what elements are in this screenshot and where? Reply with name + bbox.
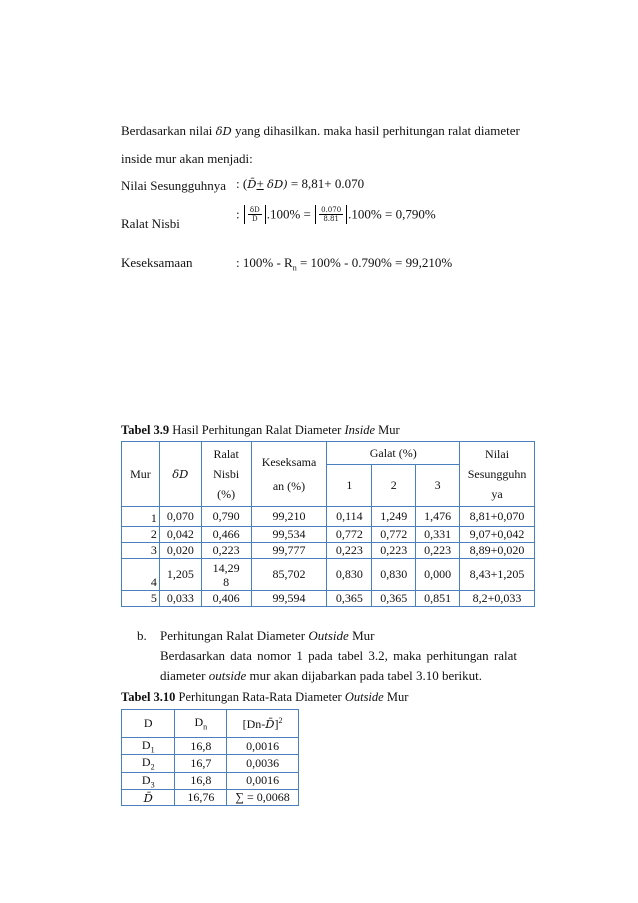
ralat-formula — [236, 205, 436, 224]
header-dn-letter: D — [194, 715, 204, 730]
header-keseksamaan — [251, 442, 327, 507]
cell-galat-3: 0,851 — [416, 591, 460, 607]
sq-open: [Dn- — [242, 716, 266, 731]
cell-nilai: 9,07+0,042 — [460, 527, 535, 543]
cell-galat-3: 0,331 — [416, 527, 460, 543]
header-mur: Mur — [122, 442, 160, 507]
cell-sq: 0,0016 — [227, 772, 299, 789]
cell-galat-2: 0,223 — [372, 543, 416, 559]
intro-line-2: inside mur akan menjadi: — [121, 151, 253, 166]
cell-delta-d: 0,033 — [159, 591, 201, 607]
header-galat-3: 3 — [416, 465, 460, 507]
cell-dn-mean: 16,76 — [175, 790, 227, 806]
ralat-mid-text: .100% = — [266, 206, 311, 222]
cell-mur: 4 — [122, 559, 160, 591]
cell-ralat: 0,406 — [201, 591, 251, 607]
cell-galat-2: 0,830 — [372, 559, 416, 591]
intro-line-1 — [121, 123, 520, 139]
nilai-formula — [236, 176, 364, 192]
cell-d — [122, 755, 175, 772]
ralat-colon: : — [236, 206, 240, 222]
caption-text-end: Mur — [375, 423, 400, 437]
table-3-9 — [121, 441, 535, 607]
cell-galat-1: 0,830 — [327, 559, 372, 591]
nilai-label: Nilai Sesungguhnya — [121, 178, 227, 193]
cell-galat-1: 0,772 — [327, 527, 372, 543]
cell-delta-d: 1,205 — [159, 559, 201, 591]
keseksamaan-label: Keseksamaan — [121, 255, 193, 270]
header-ralat-line2: Nisbi — [213, 467, 240, 481]
caption-number: Tabel 3.10 — [121, 690, 176, 704]
cell-mur: 3 — [122, 543, 160, 559]
fraction-denominator: D̄ — [251, 215, 258, 223]
p2-text: diameter — [160, 668, 209, 683]
cell-galat-2: 0,365 — [372, 591, 416, 607]
cell-galat-2: 0,772 — [372, 527, 416, 543]
plus-minus-sign: + — [256, 176, 264, 191]
cell-ralat: 0,466 — [201, 527, 251, 543]
section-b-marker: b. — [137, 628, 147, 643]
cell-ralat-line1: 14,29 — [212, 560, 240, 575]
header-ralat-nisbi — [201, 442, 251, 507]
table-row — [122, 738, 299, 755]
header-d: D — [122, 710, 175, 738]
header-ralat-line1: Ralat — [213, 447, 239, 461]
subscript-n: n — [292, 263, 297, 273]
caption-number: Tabel 3.9 — [121, 423, 170, 437]
header-nilai-sesungguhnya — [460, 442, 535, 507]
header-squared-deviation — [227, 710, 299, 738]
section-b-paragraph-line-1: Berdasarkan data nomor 1 pada tabel 3.2, maka perhitungan ralat — [160, 648, 517, 663]
header-nilai-line1: Nilai — [485, 447, 510, 461]
sq-sup: 2 — [278, 715, 283, 725]
cell-delta-d: 0,020 — [159, 543, 201, 559]
nilai-value: = 8,81+ 0.070 — [290, 176, 365, 191]
d-bar-symbol: D̄ — [247, 177, 257, 191]
caption-italic: Outside — [344, 690, 384, 704]
section-b-title-text: Perhitungan Ralat Diameter — [160, 628, 309, 643]
table-3-9-caption — [121, 423, 400, 438]
cell-sq: 0,0036 — [227, 755, 299, 772]
header-galat: Galat (%) — [327, 442, 460, 465]
header-kesek-line1: Keseksama — [261, 455, 317, 469]
header-ralat-line3: (%) — [217, 487, 236, 501]
fraction-denominator: 8.81 — [323, 215, 339, 223]
caption-text-end: Mur — [383, 690, 409, 704]
cell-d-sub: 3 — [150, 780, 155, 790]
fraction-numerator: δD — [249, 206, 260, 214]
section-b-title-end: Mur — [348, 628, 375, 643]
nilai-colon: : ( — [236, 176, 248, 191]
table-row-total — [122, 790, 299, 806]
cell-ralat-line2: 8 — [223, 574, 230, 589]
cell-dn: 16,8 — [175, 738, 227, 755]
cell-d — [122, 772, 175, 789]
header-dn-sub: n — [203, 722, 208, 732]
table-row — [122, 543, 535, 559]
cell-galat-2: 1,249 — [372, 507, 416, 527]
cell-ralat — [201, 559, 251, 591]
cell-galat-3: 0,223 — [416, 543, 460, 559]
cell-d-sub: 1 — [150, 745, 155, 755]
table-3-10 — [121, 709, 299, 806]
table-row — [122, 559, 535, 591]
cell-mur: 1 — [122, 507, 160, 527]
section-b-title — [160, 628, 374, 644]
fraction-numerator: 0.070 — [321, 206, 342, 214]
cell-d-bar: D̄ — [122, 790, 175, 806]
intro-text-a: Berdasarkan nilai — [121, 123, 213, 138]
cell-keseksamaan: 99,210 — [251, 507, 327, 527]
cell-delta-d: 0,042 — [159, 527, 201, 543]
table-row — [122, 527, 535, 543]
header-delta-d: δD — [159, 442, 201, 507]
header-dn — [175, 710, 227, 738]
keseksamaan-formula — [236, 255, 452, 273]
keseksamaan-text: : 100% - R — [236, 255, 293, 270]
caption-text: Hasil Perhitungan Ralat Diameter — [169, 423, 345, 437]
caption-italic: Inside — [344, 423, 376, 437]
cell-keseksamaan: 85,702 — [251, 559, 327, 591]
table-row — [122, 507, 535, 527]
cell-ralat: 0,790 — [201, 507, 251, 527]
section-b-title-italic: Outside — [308, 628, 349, 643]
cell-dn: 16,8 — [175, 772, 227, 789]
cell-keseksamaan: 99,534 — [251, 527, 327, 543]
cell-galat-1: 0,223 — [327, 543, 372, 559]
cell-nilai: 8,43+1,205 — [460, 559, 535, 591]
cell-keseksamaan: 99,594 — [251, 591, 327, 607]
table-row — [122, 591, 535, 607]
d-bar-symbol: D̄ — [265, 716, 275, 731]
cell-mur: 2 — [122, 527, 160, 543]
cell-nilai: 8,89+0,020 — [460, 543, 535, 559]
delta-d-symbol: δD) — [267, 177, 288, 191]
ralat-label: Ralat Nisbi — [121, 216, 180, 231]
ralat-value: .100% = 0,790% — [348, 206, 436, 222]
cell-mur: 5 — [122, 591, 160, 607]
table-row — [122, 772, 299, 789]
header-galat-2: 2 — [372, 465, 416, 507]
cell-d — [122, 738, 175, 755]
cell-d-letter: D — [141, 755, 151, 770]
delta-d-symbol: δD — [215, 124, 232, 138]
caption-text: Perhitungan Rata-Rata Diameter — [175, 690, 345, 704]
cell-nilai: 8,81+0,070 — [460, 507, 535, 527]
cell-nilai: 8,2+0,033 — [460, 591, 535, 607]
sq-close: ] — [274, 716, 279, 731]
cell-ralat: 0,223 — [201, 543, 251, 559]
cell-sum: ∑ = 0,0068 — [227, 790, 299, 806]
intro-text-b: yang dihasilkan. maka hasil perhitungan ralat diameter — [234, 123, 520, 138]
cell-keseksamaan: 99,777 — [251, 543, 327, 559]
keseksamaan-value: = 100% - 0.790% = 99,210% — [299, 255, 453, 270]
header-nilai-line2: Sesungguhn — [467, 467, 527, 481]
cell-galat-1: 0,365 — [327, 591, 372, 607]
header-nilai-line3: ya — [491, 487, 503, 501]
section-b-paragraph-line-2 — [160, 668, 482, 684]
cell-d-letter: D — [141, 772, 151, 787]
header-galat-1: 1 — [327, 465, 372, 507]
cell-galat-1: 0,114 — [327, 507, 372, 527]
cell-galat-3: 0,000 — [416, 559, 460, 591]
p2-italic: outside — [208, 668, 247, 683]
cell-sq: 0,0016 — [227, 738, 299, 755]
cell-galat-3: 1,476 — [416, 507, 460, 527]
cell-d-sub: 2 — [150, 762, 155, 772]
fraction-values — [315, 205, 347, 224]
fraction-delta-d-over-d-bar — [244, 205, 266, 224]
cell-d-letter: D — [141, 738, 151, 752]
table-3-10-caption — [121, 690, 408, 705]
table-row — [122, 755, 299, 772]
cell-delta-d: 0,070 — [159, 507, 201, 527]
cell-dn: 16,7 — [175, 755, 227, 772]
p2-text-end: mur akan dijabarkan pada tabel 3.10 berikut. — [246, 668, 483, 683]
header-kesek-line2: an (%) — [272, 479, 306, 493]
